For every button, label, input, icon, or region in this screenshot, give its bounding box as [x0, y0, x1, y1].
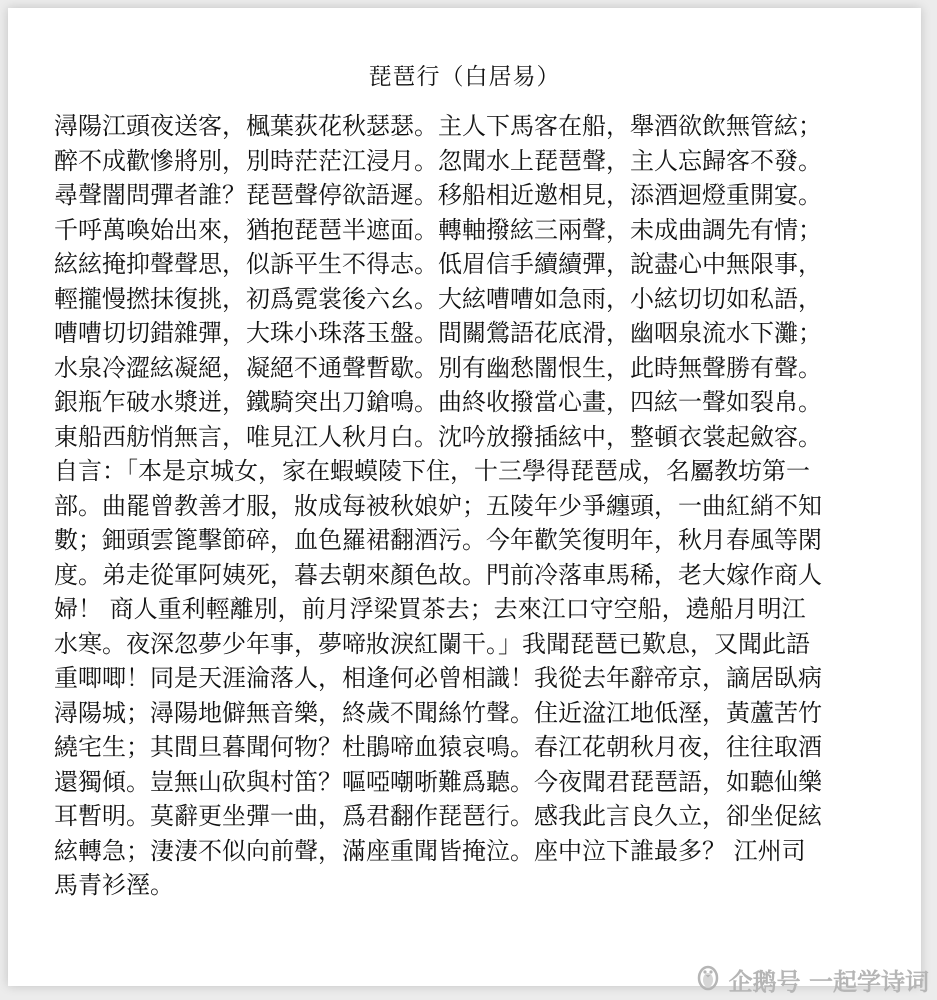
poem-line: 醉不成歡慘將別，別時茫茫江浸月。忽聞水上琵琶聲，主人忘歸客不發。: [54, 146, 822, 175]
penguin-icon: [693, 961, 723, 997]
poem-line: 部。曲罷曾教善才服，妝成每被秋娘妒；五陵年少爭纏頭，一曲紅綃不知: [54, 491, 822, 520]
poem-line: 耳暫明。莫辭更坐彈一曲，爲君翻作琵琶行。感我此言良久立，卻坐促絃: [54, 802, 822, 830]
poem-line: 數；鈿頭雲篦擊節碎，血色羅裙翻酒污。今年歡笑復明年，秋月春風等閑: [54, 526, 822, 554]
poem-line: 馬青衫溼。: [54, 871, 174, 899]
poem-line: 絃絃掩抑聲聲思，似訴平生不得志。低眉信手續續彈，說盡心中無限事，: [54, 250, 822, 278]
poem-line: 嘈嘈切切錯雜彈，大珠小珠落玉盤。間關鶯語花底滑，幽咽泉流水下灘；: [54, 319, 822, 347]
poem-line: 輕攏慢撚抹復挑，初爲霓裳後六幺。大絃嘈嘈如急雨，小絃切切如私語，: [54, 284, 822, 313]
poem-line: 水泉冷澀絃凝絕，凝絕不通聲暫歇。別有幽愁闇恨生，此時無聲勝有聲。: [54, 353, 822, 382]
poem-line: 重唧唧！同是天涯淪落人，相逢何必曾相識！我從去年辭帝京，謫居臥病: [54, 664, 822, 692]
poem-line: 水寒。夜深忽夢少年事，夢啼妝淚紅闌干。」我聞琵琶已歎息，又聞此語: [54, 629, 810, 658]
watermark: [693, 960, 929, 998]
poem-line: 潯陽江頭夜送客，楓葉荻花秋瑟瑟。主人下馬客在船，舉酒欲飲無管絃；: [54, 112, 822, 140]
poem-line: 繞宅生；其間旦暮聞何物？杜鵑啼血猿哀鳴。春江花朝秋月夜，往往取酒: [54, 733, 822, 761]
poem-line: 度。弟走從軍阿姨死，暮去朝來顏色故。門前冷落車馬稀，老大嫁作商人: [54, 560, 822, 589]
document-page: [8, 8, 921, 986]
poem-line: 絃轉急；淒淒不似向前聲，滿座重聞皆掩泣。座中泣下誰最多？ 江州司: [54, 836, 806, 865]
watermark-text: 企鹅号 一起学诗词: [728, 967, 929, 996]
poem-line: 銀瓶乍破水漿迸，鐵騎突出刀鎗鳴。曲終收撥當心畫，四絃一聲如裂帛。: [54, 388, 822, 416]
poem-line: 千呼萬喚始出來，猶抱琵琶半遮面。轉軸撥絃三兩聲，未成曲調先有情；: [54, 215, 822, 244]
poem-line: 還獨傾。豈無山砍與村笛？嘔啞嘲哳難爲聽。今夜聞君琵琶語，如聽仙樂: [54, 767, 822, 796]
poem-title: 琵琶行（白居易）: [368, 64, 561, 90]
poem-line: 潯陽城；潯陽地僻無音樂，終歲不聞絲竹聲。住近湓江地低溼，黃蘆苦竹: [54, 698, 822, 727]
poem-line: 自言：「本是京城女，家在蝦蟆陵下住，十三學得琵琶成，名屬教坊第一: [54, 457, 810, 485]
poem-body: [54, 109, 904, 903]
poem-line: 東船西舫悄無言，唯見江人秋月白。沈吟放撥插絃中，整頓衣裳起斂容。: [54, 422, 822, 451]
poem-line: 尋聲闇問彈者誰？琵琶聲停欲語遲。移船相近邀相見，添酒迴燈重開宴。: [54, 181, 822, 209]
poem-line: 婦！ 商人重利輕離別，前月浮梁買茶去；去來江口守空船，遶船月明江: [54, 595, 806, 623]
